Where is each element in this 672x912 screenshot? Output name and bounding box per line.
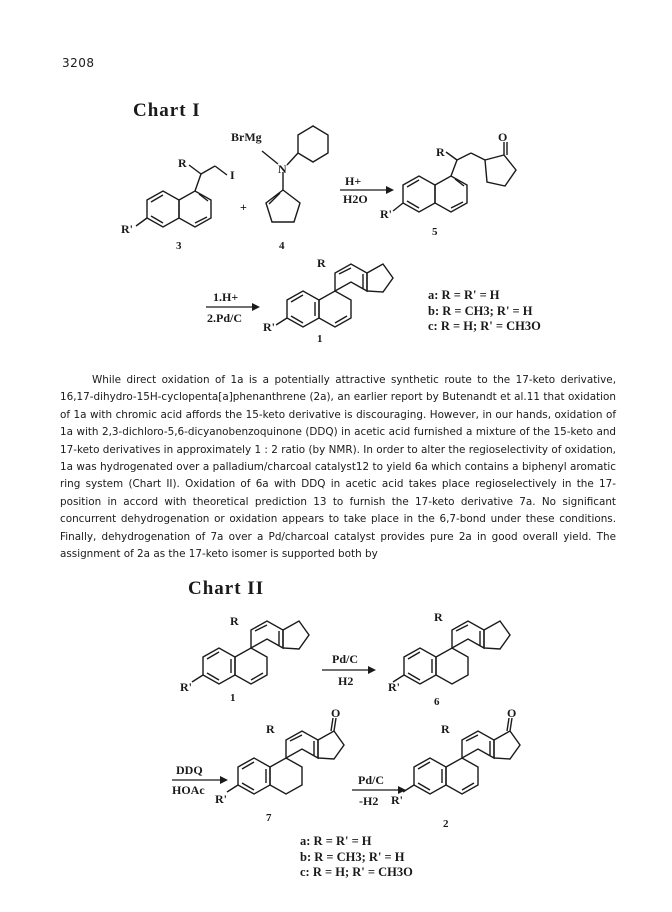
chart2-arrow2-reagent-bottom: HOAc <box>172 783 205 797</box>
brmg-label: BrMg <box>231 130 262 144</box>
legend-item-a-2: a: R = R' = H <box>300 834 372 848</box>
legend-item-b-2: b: R = CH3; R' = H <box>300 849 405 864</box>
compound-1-label: 1 <box>317 333 323 345</box>
chart2-arrow3-reagent-bottom: -H2 <box>359 794 379 808</box>
compound-2-label: 2 <box>443 818 449 830</box>
oxygen-label-7: O <box>331 706 341 720</box>
chart-1-title: Chart I <box>133 100 201 121</box>
compound-7-label: 7 <box>266 812 272 824</box>
compound-4-label: 4 <box>279 240 285 252</box>
r-label-3: R <box>178 156 187 170</box>
compound-1b-label: 1 <box>230 692 236 704</box>
chart1-arrow1-reagent-top: H+ <box>345 174 362 188</box>
r-label-1b: R <box>230 614 239 628</box>
r-label-7: R <box>266 722 275 736</box>
chart2-arrow1-reagent-top: Pd/C <box>332 652 359 666</box>
chart2-arrow1-reagent-bottom: H2 <box>338 674 354 688</box>
chart2-arrow3-reagent-top: Pd/C <box>358 773 385 787</box>
chart-2-title: Chart II <box>188 578 265 599</box>
paragraph-text: While direct oxidation of 1a is a potentially attractive synthetic route to the 17-keto derivative, 16,17-dihydro-15H-cyclopenta[a]phenanthrene (2a), an earlier report by Butenandt et al.11 that oxidation of 1a with chromic acid affords the 15-keto derivative is discouraging. However, in our hands, oxidation of 1a with 2,3-dichloro-5,6-dicyanobenzoquinone (DDQ) in acetic acid furnished a mixture of the 15-keto and 17-keto derivatives in approximately 1 : 2 ratio (by NMR). In order to alter the regioselectivity of oxidation, 1a was hydrogenated over a palladium/charcoal catalyst12 to yield 6a which contains a biphenyl aromatic ring system (Chart II). Oxidation of 6a with DDQ in acetic acid takes place regioselectively in the 17-position in accord with theoretical prediction 13 to furnish the 17-keto derivative 7a. No significant concurrent dehydrogenation or oxidation appears to take place in the 6,7-bond under these conditions. Finally, dehydrogenation of 7a over a Pd/charcoal catalyst provides pure 2a in good overall yield. The assignment of 2a as the 17-keto isomer is supported both by <box>60 374 616 561</box>
compound-6-label: 6 <box>434 696 440 708</box>
oxygen-label-2: O <box>507 706 517 720</box>
legend-item-b: b: R = CH3; R' = H <box>428 303 533 318</box>
page-number: 3208 <box>62 56 95 70</box>
r-prime-label-3: R' <box>121 222 133 236</box>
r-label-1: R <box>317 256 326 270</box>
r-prime-label-1b: R' <box>180 680 192 694</box>
r-prime-label-7: R' <box>215 792 227 806</box>
compound-7-structure <box>227 718 344 794</box>
compound-5-label: 5 <box>432 226 438 238</box>
r-label-6: R <box>434 610 443 624</box>
r-label-2: R <box>441 722 450 736</box>
r-prime-label-1: R' <box>263 320 275 334</box>
oxygen-label-5: O <box>498 130 508 144</box>
chart2-arrow2-reagent-top: DDQ <box>176 763 203 777</box>
r-prime-label-6: R' <box>388 680 400 694</box>
compound-6-structure <box>393 621 510 684</box>
r-prime-label-2: R' <box>391 793 403 807</box>
legend-item-c-2: c: R = H; R' = CH3O <box>300 865 413 879</box>
r-prime-label-5: R' <box>380 207 392 221</box>
chart1-arrow2-reagent-top: 1.H+ <box>213 290 239 304</box>
compound-2-structure <box>403 718 520 794</box>
nitrogen-label: N <box>278 162 287 176</box>
compound-1-structure-chart2 <box>192 621 309 684</box>
chart1-arrow2-reagent-bottom: 2.Pd/C <box>207 311 243 325</box>
compound-3-label: 3 <box>176 240 182 252</box>
chart1-arrow1-reagent-bottom: H2O <box>343 192 368 206</box>
iodo-label: I <box>230 168 235 182</box>
plus-sign: + <box>240 200 247 214</box>
legend-item-c: c: R = H; R' = CH3O <box>428 319 541 333</box>
legend-item-a: a: R = R' = H <box>428 288 500 302</box>
r-label-5: R <box>436 145 445 159</box>
chart2-legend <box>300 834 413 881</box>
